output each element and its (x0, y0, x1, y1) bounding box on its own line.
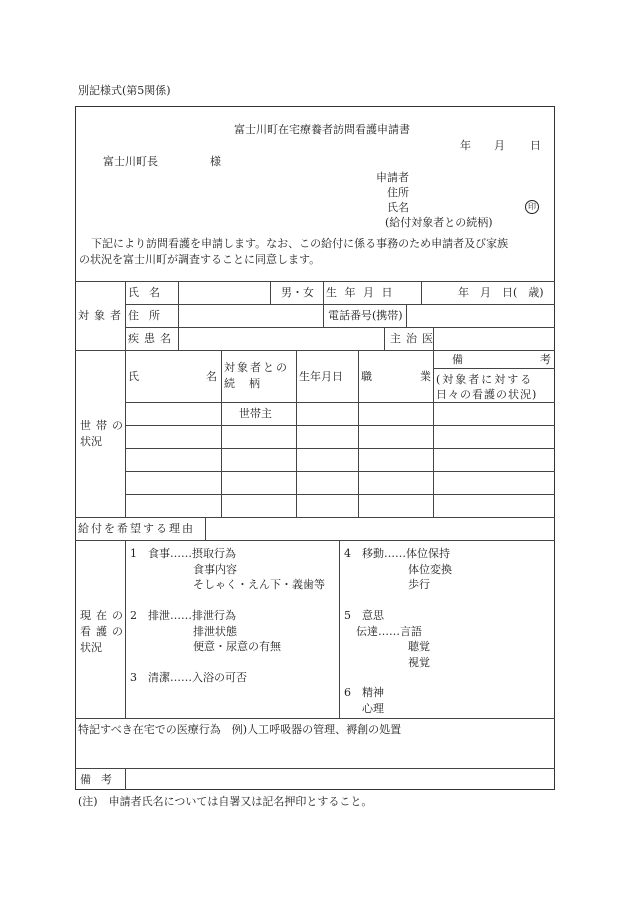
head-of-household: 世帯主 (239, 407, 272, 420)
divider (323, 281, 324, 327)
col-birth: 生年月日 (299, 370, 343, 383)
date-year: 年 (460, 139, 471, 152)
date-day: 日 (530, 139, 541, 152)
honorific: 様 (210, 155, 221, 168)
col-relation-line-2: 続柄 (224, 377, 274, 390)
care-item-head: 2 排泄……排泄行為 (130, 609, 236, 622)
care-item-head: 4 移動……体位保持 (344, 547, 450, 560)
divider (125, 494, 555, 495)
divider (75, 350, 555, 351)
form-title: 富士川町在宅療養者訪問看護申請書 (234, 123, 410, 136)
col-job-left: 職 (361, 370, 372, 383)
care-item-line: 食事内容 (193, 563, 237, 576)
care-section-line-1: 現在の (80, 609, 128, 622)
care-item-head: 3 清潔……入浴の可否 (130, 671, 247, 684)
care-item-head: 伝達……言語 (356, 625, 422, 638)
col-name-left: 氏 (128, 370, 139, 383)
subject-section-label: 対象者 (78, 309, 126, 322)
care-item-line: 歩行 (408, 578, 430, 591)
care-item-line: 排泄状態 (193, 625, 237, 638)
intro-line-1: 下記により訪問看護を申請します。なお、この給付に係る事務のため申請者及び家族 (91, 237, 509, 250)
footnote: (注) 申請者氏名については自署又は記名押印とすること。 (78, 795, 373, 808)
applicant-name-label: 氏名 (387, 201, 409, 214)
divider (205, 517, 206, 540)
household-section-line-2: 状況 (80, 435, 102, 448)
divider (75, 517, 555, 518)
care-item-head: 5 意思 (344, 609, 384, 622)
subject-birth-label: 生 年 月 日 (326, 286, 393, 299)
divider (125, 304, 555, 305)
divider (406, 304, 407, 327)
divider (270, 281, 271, 304)
care-section-line-3: 状況 (80, 641, 102, 654)
divider (125, 402, 555, 403)
divider (75, 768, 555, 769)
seal-icon: 印 (525, 200, 539, 214)
subject-sex: 男・女 (281, 286, 314, 299)
divider (75, 540, 555, 541)
form-label: 別記様式(第5関係) (78, 84, 171, 97)
special-medical-label: 特記すべき在宅での医療行為 例)人工呼吸器の管理、褥創の処置 (78, 723, 402, 736)
divider (75, 718, 555, 719)
subject-address-label: 住所 (128, 309, 170, 322)
divider (125, 327, 555, 328)
divider (421, 281, 422, 304)
applicant-heading: 申請者 (376, 171, 409, 184)
divider (125, 471, 555, 472)
reason-label: 給付を希望する理由 (78, 522, 195, 535)
divider (433, 368, 555, 369)
divider (339, 540, 340, 718)
care-item-head: 1 食事……摂取行為 (130, 547, 236, 560)
care-item-line: 心理 (362, 702, 384, 715)
divider (433, 350, 434, 517)
divider (125, 425, 555, 426)
date-month: 月 (494, 139, 505, 152)
divider (75, 281, 555, 282)
divider (358, 350, 359, 517)
subject-name-label: 氏名 (128, 286, 170, 299)
intro-line-2: の状況を富士川町が調査することに同意します。 (79, 253, 321, 266)
care-section-line-2: 看護の (80, 625, 128, 638)
col-name-right: 名 (206, 370, 217, 383)
care-item-head: 6 精神 (344, 686, 384, 699)
addressee: 富士川町長 (103, 155, 158, 168)
divider (296, 350, 297, 517)
col-note-left: 備 (452, 353, 463, 366)
care-item-line: 便意・尿意の有無 (193, 640, 281, 653)
divider (125, 448, 555, 449)
divider (178, 281, 179, 350)
divider (221, 350, 222, 517)
col-note-sub-2: 日々の看護の状況) (436, 388, 538, 401)
subject-birth-value: 年 月 日( 歳) (458, 286, 544, 299)
care-item-line: 聴覚 (408, 640, 430, 653)
subject-phone-label: 電話番号(携帯) (328, 309, 403, 322)
care-item-line: 体位変換 (408, 563, 452, 576)
remarks-label: 備考 (80, 773, 122, 786)
col-note-sub-1: (対象者に対する (436, 373, 534, 386)
household-section-line-1: 世帯の (80, 419, 128, 432)
divider (384, 327, 385, 350)
care-item-line: そしゃく・えん下・義歯等 (193, 578, 325, 591)
applicant-address-label: 住所 (387, 186, 409, 199)
subject-doctor-label: 主治医 (390, 332, 438, 345)
divider (125, 768, 126, 790)
col-note-right: 考 (540, 353, 551, 366)
col-relation-line-1: 対象者との (224, 361, 289, 374)
subject-disease-label: 疾患名 (128, 332, 176, 345)
care-item-line: 視覚 (408, 656, 430, 669)
applicant-relation: (給付対象者との続柄) (385, 216, 493, 229)
col-job-right: 業 (420, 370, 431, 383)
